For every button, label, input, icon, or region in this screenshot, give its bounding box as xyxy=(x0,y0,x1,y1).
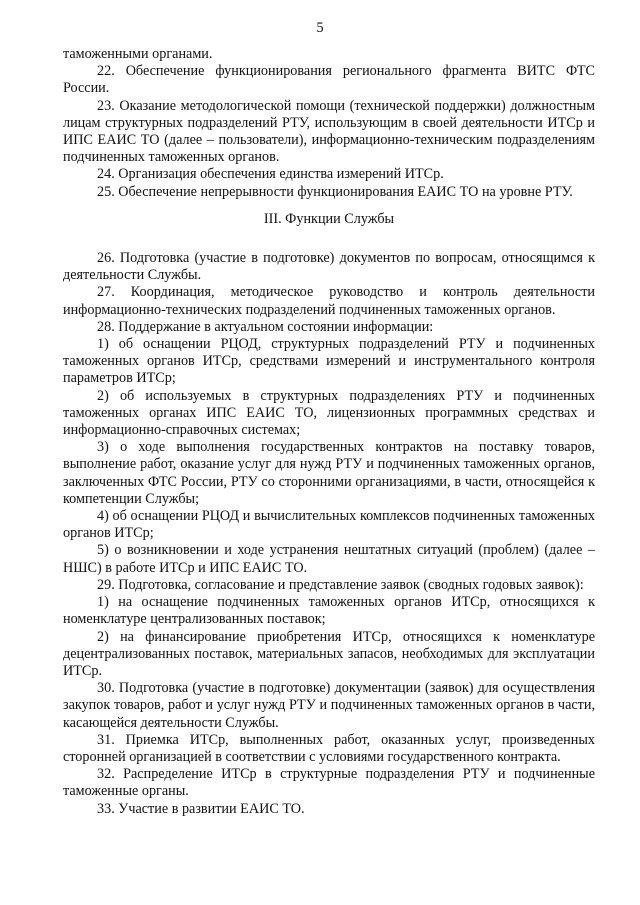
paragraph-item-22: 22. Обеспечение функционирования регионального фрагмента ВИТС ФТС России. xyxy=(63,63,595,97)
paragraph-item-28: 28. Поддержание в актуальном состоянии информации: xyxy=(97,318,434,335)
paragraph-item-28-1: 1) об оснащении РЦОД, структурных подразделений РТУ и подчиненных таможенных органов ИТСр, средствами измерений и инструментального контроля параметров ИТСр; xyxy=(63,336,595,387)
document-body xyxy=(63,46,595,818)
paragraph-item-28-4: 4) об оснащении РЦОД и вычислительных комплексов подчиненных таможенных органов ИТСр; xyxy=(63,508,595,542)
paragraph-item-26: 26. Подготовка (участие в подготовке) документов по вопросам, относящимся к деятельности Службы. xyxy=(63,250,595,284)
paragraph-item-28-3: 3) о ходе выполнения государственных контрактов на поставку товаров, выполнение работ, оказание услуг для нужд РТУ и подчиненных таможенных органов, заключенных ФТС России, РТУ со сторонними организациями, в части, относящейся к компетенции Службы; xyxy=(63,439,595,507)
paragraph-item-30: 30. Подготовка (участие в подготовке) документации (заявок) для осуществления закупок товаров, работ и услуг нужд РТУ и подчиненных таможенных органов в части, касающейся деятельности Службы. xyxy=(63,680,595,731)
paragraph-item-32: 32. Распределение ИТСр в структурные подразделения РТУ и подчиненные таможенные органы. xyxy=(63,766,595,800)
paragraph-item-28-2: 2) об используемых в структурных подразделениях РТУ и подчиненных таможенных органах ИПС ЕАИС ТО, лицензионных программных средствах и информационно-справочных системах; xyxy=(63,387,595,439)
paragraph-item-24: 24. Организация обеспечения единства измерений ИТСр. xyxy=(97,166,444,183)
paragraph-item-28-5: 5) о возникновении и ходе устранения нештатных ситуаций (проблем) (далее – НШС) в работе ИТСр и ИПС ЕАИС ТО. xyxy=(63,542,595,576)
paragraph-item-31: 31. Приемка ИТСр, выполненных работ, оказанных услуг, произведенных сторонней организацией в соответствии с условиями государственного контракта. xyxy=(63,731,595,765)
paragraph-item-23: 23. Оказание методологической помощи (технической поддержки) должностным лицам структурных подразделений РТУ, использующим в своей деятельности ИТСр и ИПС ЕАИС ТО (далее – пользователи), информационно-техническим подразделениям подчиненных таможенных органов. xyxy=(63,97,595,166)
paragraph-item-25: 25. Обеспечение непрерывности функционирования ЕАИС ТО на уровне РТУ. xyxy=(97,183,573,200)
page-number: 5 xyxy=(316,20,324,36)
paragraph-item-29-2: 2) на финансирование приобретения ИТСр, относящихся к номенклатуре децентрализованных поставок, материальных запасов, необходимых для эксплуатации ИТСр. xyxy=(63,628,595,679)
paragraph-item-29-1: 1) на оснащение подчиненных таможенных органов ИТСр, относящихся к номенклатуре централизованных поставок; xyxy=(63,594,595,628)
paragraph-continuation: таможенными органами. xyxy=(63,46,213,62)
paragraph-item-27: 27. Координация, методическое руководство и контроль деятельности информационно-технических подразделений подчиненных таможенных органов. xyxy=(63,284,595,318)
paragraph-item-29: 29. Подготовка, согласование и представление заявок (сводных годовых заявок): xyxy=(97,576,584,593)
paragraph-item-33: 33. Участие в развитии ЕАИС ТО. xyxy=(97,800,305,817)
section-title: III. Функции Службы xyxy=(263,210,395,227)
